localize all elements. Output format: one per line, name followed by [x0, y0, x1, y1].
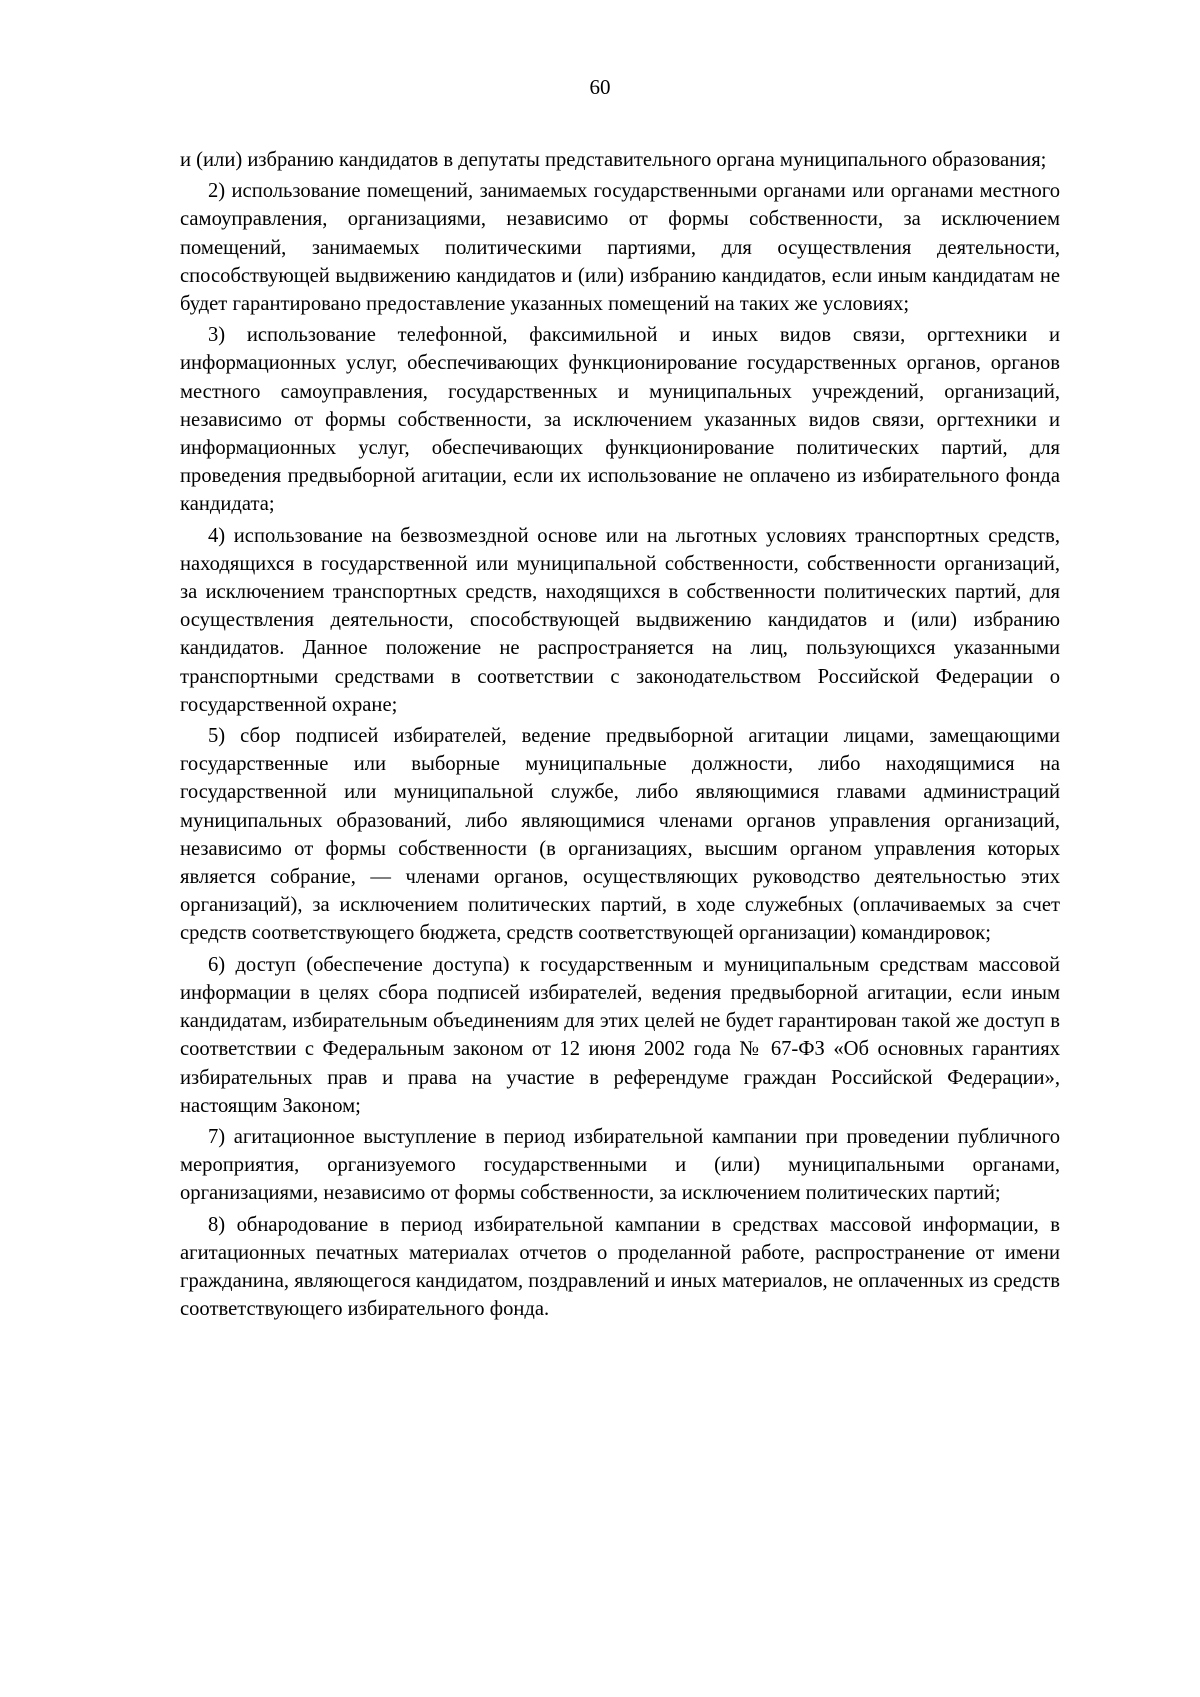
document-body [180, 146, 1060, 1326]
paragraph-item-8: 8) обнародование в период избирательной кампании в средствах массовой информации, в агитационных печатных материалах отчетов о проделанной работе, распространение от имени гражданина, являющегося кандидатом, поздравлений и иных материалов, не оплаченных из средств соответствующего избирательного фонда. [180, 1213, 1060, 1321]
paragraph-item-7: 7) агитационное выступление в период избирательной кампании при проведении публичного мероприятия, организуемого государственными и (или) муниципальными органами, организациями, независимо от формы собственности, за исключением политических партий; [180, 1125, 1060, 1205]
paragraph-continuation: и (или) избранию кандидатов в депутаты представительного органа муниципального образования; [180, 149, 1047, 171]
paragraph-item-6: 6) доступ (обеспечение доступа) к государственным и муниципальным средствам массовой информации в целях сбора подписей избирателей, ведения предвыборной агитации, если иным кандидатам, избирательным объединениям для этих целей не будет гарантирован такой же доступ в соответствии с Федеральным законом от 12 июня 2002 года № 67-ФЗ «Об основных гарантиях избирательных прав и права на участие в референдуме граждан Российской Федерации», настоящим Законом; [180, 953, 1060, 1117]
paragraph-item-3: 3) использование телефонной, факсимильной и иных видов связи, оргтехники и информационных услуг, обеспечивающих функционирование государственных органов, органов местного самоуправления, государственных и муниципальных учреждений, организаций, независимо от формы собственности, за исключением указанных видов связи, оргтехники и информационных услуг, обеспечивающих функционирование политических партий, для проведения предвыборной агитации, если их использование не оплачено из избирательного фонда кандидата; [180, 324, 1060, 516]
page-number: 60 [589, 75, 611, 99]
paragraph-item-4: 4) использование на безвозмездной основе или на льготных условиях транспортных средств, находящихся в государственной или муниципальной собственности, собственности организаций, за исключением транспортных средств, находящихся в собственности политических партий, для осуществления деятельности, способствующей выдвижению кандидатов и (или) избранию кандидатов. Данное положение не распространяется на лиц, пользующихся указанными транспортными средствами в соответствии с законодательством Российской Федерации о государственной охране; [180, 524, 1060, 716]
paragraph-item-5: 5) сбор подписей избирателей, ведение предвыборной агитации лицами, замещающими государственные или выборные муниципальные должности, либо находящимися на государственной или муниципальной службе, либо являющимися главами администраций муниципальных образований, либо являющимися членами органов управления организаций, независимо от формы собственности (в организациях, высшим органом управления которых является собрание, — членами органов, осуществляющих руководство деятельностью этих организаций), за исключением политических партий, в ходе служебных (оплачиваемых за счет средств соответствующего бюджета, средств соответствующей организации) командировок; [180, 725, 1060, 945]
paragraph-item-2: 2) использование помещений, занимаемых государственными органами или органами местного самоуправления, организациями, независимо от формы собственности, за исключением помещений, занимаемых политическими партиями, для осуществления деятельности, способствующей выдвижению кандидатов и (или) избранию кандидатов, если иным кандидатам не будет гарантировано предоставление указанных помещений на таких же условиях; [180, 180, 1060, 316]
